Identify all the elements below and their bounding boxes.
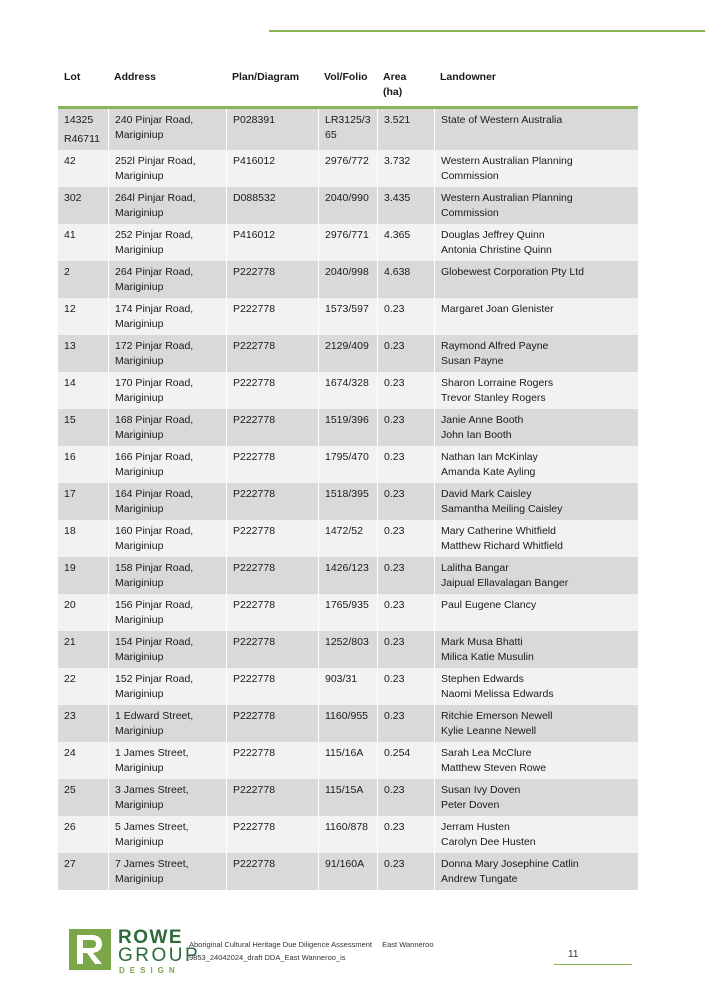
cell-volfolio: 2129/409 [318, 335, 377, 372]
cell-address [108, 631, 226, 668]
table-row [58, 557, 638, 594]
cell-address [108, 705, 226, 742]
cell-address [108, 335, 226, 372]
table-row [58, 631, 638, 668]
address-line: 252 Pinjar Road, [115, 229, 194, 241]
address-line: Mariginiup [115, 207, 164, 219]
cell-area: 0.23 [377, 335, 434, 372]
cell-plan: P222778 [226, 816, 318, 853]
cell-area: 3.521 [377, 109, 434, 150]
cell-area: 0.23 [377, 520, 434, 557]
cell-plan: P416012 [226, 150, 318, 187]
cell-address [108, 372, 226, 409]
address-line: 264 Pinjar Road, [115, 266, 194, 278]
lot-line: 2 [64, 266, 70, 278]
cell-volfolio: 1795/470 [318, 446, 377, 483]
lot-line: 14 [64, 377, 76, 389]
address-line: 240 Pinjar Road, [115, 114, 194, 126]
cell-volfolio: 2040/990 [318, 187, 377, 224]
address-line: Mariginiup [115, 614, 164, 626]
landowner-line: Matthew Steven Rowe [441, 762, 547, 774]
cell-address [108, 446, 226, 483]
cell-landowner [434, 298, 638, 335]
landowner-line: Jaipual Ellavalagan Banger [441, 577, 569, 589]
lot-line: 302 [64, 192, 82, 204]
lot-line: 25 [64, 784, 76, 796]
lot-line: 21 [64, 636, 76, 648]
table-row [58, 668, 638, 705]
cell-area: 0.23 [377, 853, 434, 890]
address-line: Mariginiup [115, 873, 164, 885]
cell-landowner [434, 224, 638, 261]
address-line: 1 James Street, [115, 747, 189, 759]
lot-line: 15 [64, 414, 76, 426]
col-header-area-unit: (ha) [383, 86, 403, 98]
cell-landowner [434, 261, 638, 298]
landowner-line: Western Australian Planning [441, 155, 573, 167]
landowner-line: Naomi Melissa Edwards [441, 688, 554, 700]
cell-area: 0.23 [377, 594, 434, 631]
cell-area: 3.732 [377, 150, 434, 187]
cell-area: 0.254 [377, 742, 434, 779]
landowner-line: Globewest Corporation Pty Ltd [441, 266, 584, 278]
table-row [58, 446, 638, 483]
landowner-line: Kylie Leanne Newell [441, 725, 537, 737]
address-line: Mariginiup [115, 466, 164, 478]
lot-line: 23 [64, 710, 76, 722]
cell-volfolio: 903/31 [318, 668, 377, 705]
table-row [58, 520, 638, 557]
cell-plan: P222778 [226, 298, 318, 335]
cell-volfolio: 1252/803 [318, 631, 377, 668]
address-line: Mariginiup [115, 799, 164, 811]
cell-lot [58, 816, 108, 853]
cell-plan: P222778 [226, 446, 318, 483]
landowner-line: Mark Musa Bhatti [441, 636, 523, 648]
lot-line: 41 [64, 229, 76, 241]
cell-volfolio: 1519/396 [318, 409, 377, 446]
cell-plan: P028391 [226, 109, 318, 150]
cell-volfolio: 1160/955 [318, 705, 377, 742]
lot-line: 12 [64, 303, 76, 315]
cell-lot [58, 705, 108, 742]
landowner-line: Paul Eugene Clancy [441, 599, 537, 611]
address-line: 264l Pinjar Road, [115, 192, 196, 204]
address-line: Mariginiup [115, 170, 164, 182]
landowner-line: Antonia Christine Quinn [441, 244, 552, 256]
table-row [58, 372, 638, 409]
landowner-line: Douglas Jeffrey Quinn [441, 229, 545, 241]
landowner-line: Matthew Richard Whitfield [441, 540, 563, 552]
table-body [58, 109, 638, 890]
cell-lot [58, 335, 108, 372]
address-line: 5 James Street, [115, 821, 189, 833]
cell-plan: P222778 [226, 372, 318, 409]
cell-lot [58, 631, 108, 668]
lot-line: R46711 [64, 133, 101, 145]
table-header-row [58, 62, 638, 109]
cell-plan: P222778 [226, 742, 318, 779]
cell-address [108, 298, 226, 335]
landowner-line: Mary Catherine Whitfield [441, 525, 556, 537]
landowner-line: Peter Doven [441, 799, 500, 811]
table-row [58, 150, 638, 187]
cell-volfolio: 2040/998 [318, 261, 377, 298]
landowner-line: Commission [441, 207, 499, 219]
table-row [58, 705, 638, 742]
landowner-line: Stephen Edwards [441, 673, 524, 685]
cell-lot [58, 483, 108, 520]
lot-line: 26 [64, 821, 76, 833]
landowner-line: Janie Anne Booth [441, 414, 524, 426]
footer-doc-ref: 9853_24042024_draft DDA_East Wanneroo_is [189, 953, 346, 962]
address-line: Mariginiup [115, 688, 164, 700]
landowner-line: Amanda Kate Ayling [441, 466, 536, 478]
lot-line: 17 [64, 488, 76, 500]
rowe-r-icon [69, 929, 111, 970]
address-line: 168 Pinjar Road, [115, 414, 194, 426]
cell-area: 0.23 [377, 409, 434, 446]
cell-volfolio: 1674/328 [318, 372, 377, 409]
address-line: 172 Pinjar Road, [115, 340, 194, 352]
cell-landowner [434, 631, 638, 668]
cell-landowner [434, 594, 638, 631]
lot-line: 22 [64, 673, 76, 685]
lot-line: 16 [64, 451, 76, 463]
landowner-line: Raymond Alfred Payne [441, 340, 549, 352]
lot-line: 18 [64, 525, 76, 537]
col-header-address: Address [108, 62, 226, 109]
cell-lot [58, 150, 108, 187]
cell-lot [58, 224, 108, 261]
col-header-area [377, 62, 434, 109]
address-line: Mariginiup [115, 836, 164, 848]
cell-plan: P222778 [226, 594, 318, 631]
cell-lot [58, 853, 108, 890]
cell-plan: P222778 [226, 520, 318, 557]
cell-area: 0.23 [377, 668, 434, 705]
brand-line-2: GROUP [118, 945, 201, 966]
cell-address [108, 742, 226, 779]
cell-volfolio: 1160/878 [318, 816, 377, 853]
table-row [58, 335, 638, 372]
cell-address [108, 520, 226, 557]
cell-area: 3.435 [377, 187, 434, 224]
address-line: 160 Pinjar Road, [115, 525, 194, 537]
cell-lot [58, 409, 108, 446]
cell-lot [58, 668, 108, 705]
landowner-line: Sarah Lea McClure [441, 747, 532, 759]
cell-address [108, 816, 226, 853]
address-line: 164 Pinjar Road, [115, 488, 194, 500]
cell-landowner [434, 372, 638, 409]
lot-line: 13 [64, 340, 76, 352]
cell-lot [58, 557, 108, 594]
landowner-line: Trevor Stanley Rogers [441, 392, 546, 404]
address-line: 3 James Street, [115, 784, 189, 796]
table-row [58, 298, 638, 335]
address-line: Mariginiup [115, 651, 164, 663]
cell-landowner [434, 446, 638, 483]
cell-area: 0.23 [377, 557, 434, 594]
address-line: 174 Pinjar Road, [115, 303, 194, 315]
address-line: 252l Pinjar Road, [115, 155, 196, 167]
landowner-line: Jerram Husten [441, 821, 510, 833]
table-row [58, 109, 638, 150]
lot-line: 42 [64, 155, 76, 167]
cell-address [108, 594, 226, 631]
cell-volfolio: 2976/771 [318, 224, 377, 261]
footer-text [189, 938, 434, 964]
cell-plan: P222778 [226, 261, 318, 298]
cell-lot [58, 372, 108, 409]
address-line: Mariginiup [115, 725, 164, 737]
col-header-plan: Plan/Diagram [226, 62, 318, 109]
cell-landowner [434, 557, 638, 594]
landowner-line: Carolyn Dee Husten [441, 836, 536, 848]
col-header-landowner: Landowner [434, 62, 638, 109]
address-line: 152 Pinjar Road, [115, 673, 194, 685]
cell-address [108, 557, 226, 594]
cell-volfolio: 1765/935 [318, 594, 377, 631]
cell-plan: P222778 [226, 631, 318, 668]
table-row [58, 409, 638, 446]
landowner-line: Nathan Ian McKinlay [441, 451, 538, 463]
landowner-line: Margaret Joan Glenister [441, 303, 554, 315]
cell-volfolio: 115/16A [318, 742, 377, 779]
cell-plan: D088532 [226, 187, 318, 224]
cell-address [108, 779, 226, 816]
address-line: 156 Pinjar Road, [115, 599, 194, 611]
cell-area: 0.23 [377, 816, 434, 853]
cell-address [108, 150, 226, 187]
cell-area: 0.23 [377, 779, 434, 816]
cell-address [108, 187, 226, 224]
col-header-volfolio: Vol/Folio [318, 62, 377, 109]
cell-landowner [434, 668, 638, 705]
lot-line: 14325 [64, 114, 94, 126]
cell-area: 0.23 [377, 483, 434, 520]
cell-address [108, 409, 226, 446]
cell-lot [58, 298, 108, 335]
page-number: 11 [568, 949, 579, 960]
cell-landowner [434, 483, 638, 520]
table-row [58, 779, 638, 816]
cell-address [108, 483, 226, 520]
landowner-line: Sharon Lorraine Rogers [441, 377, 554, 389]
cell-landowner [434, 335, 638, 372]
landowner-table [58, 62, 638, 890]
address-line: Mariginiup [115, 503, 164, 515]
cell-area: 0.23 [377, 372, 434, 409]
cell-volfolio: 1518/395 [318, 483, 377, 520]
cell-lot [58, 446, 108, 483]
cell-plan: P222778 [226, 335, 318, 372]
address-line: Mariginiup [115, 392, 164, 404]
cell-lot [58, 187, 108, 224]
col-header-area-label: Area [383, 71, 407, 83]
landowner-line: Susan Ivy Doven [441, 784, 521, 796]
address-line: 7 James Street, [115, 858, 189, 870]
address-line: Mariginiup [115, 129, 164, 141]
landowner-line: State of Western Australia [441, 114, 563, 126]
cell-plan: P222778 [226, 779, 318, 816]
table-row [58, 594, 638, 631]
cell-plan: P222778 [226, 668, 318, 705]
landowner-line: David Mark Caisley [441, 488, 532, 500]
cell-area: 4.365 [377, 224, 434, 261]
cell-plan: P222778 [226, 853, 318, 890]
cell-area: 0.23 [377, 631, 434, 668]
table-row [58, 261, 638, 298]
col-header-lot: Lot [58, 62, 108, 109]
address-line: Mariginiup [115, 540, 164, 552]
cell-plan: P416012 [226, 224, 318, 261]
cell-area: 4.638 [377, 261, 434, 298]
cell-address [108, 668, 226, 705]
lot-line: 27 [64, 858, 76, 870]
address-line: Mariginiup [115, 318, 164, 330]
cell-landowner [434, 779, 638, 816]
cell-landowner [434, 705, 638, 742]
address-line: Mariginiup [115, 429, 164, 441]
table-row [58, 483, 638, 520]
footer-location: East Wanneroo [382, 940, 434, 949]
cell-volfolio: 2976/772 [318, 150, 377, 187]
landowner-line: Commission [441, 170, 499, 182]
landowner-line: Samantha Meiling Caisley [441, 503, 563, 515]
cell-area: 0.23 [377, 705, 434, 742]
cell-landowner [434, 816, 638, 853]
cell-landowner [434, 520, 638, 557]
cell-area: 0.23 [377, 446, 434, 483]
table-row [58, 224, 638, 261]
cell-landowner [434, 742, 638, 779]
table-row [58, 816, 638, 853]
cell-lot [58, 594, 108, 631]
landowner-line: Ritchie Emerson Newell [441, 710, 553, 722]
brand-line-3: DESIGN [119, 966, 180, 975]
address-line: 1 Edward Street, [115, 710, 194, 722]
lot-line: 20 [64, 599, 76, 611]
rowe-r-icon-graphic [69, 929, 111, 970]
cell-landowner [434, 409, 638, 446]
cell-plan: P222778 [226, 409, 318, 446]
address-line: Mariginiup [115, 244, 164, 256]
cell-volfolio: 1573/597 [318, 298, 377, 335]
cell-address [108, 261, 226, 298]
landowner-line: Western Australian Planning [441, 192, 573, 204]
cell-lot [58, 109, 108, 150]
address-line: Mariginiup [115, 762, 164, 774]
address-line: 158 Pinjar Road, [115, 562, 194, 574]
landowner-line: Lalitha Bangar [441, 562, 509, 574]
landowner-line: John Ian Booth [441, 429, 512, 441]
cell-area: 0.23 [377, 298, 434, 335]
cell-address [108, 109, 226, 150]
cell-lot [58, 779, 108, 816]
table-row [58, 853, 638, 890]
address-line: 170 Pinjar Road, [115, 377, 194, 389]
landowner-line: Andrew Tungate [441, 873, 518, 885]
address-line: 166 Pinjar Road, [115, 451, 194, 463]
brand-wordmark [118, 928, 200, 977]
address-line: Mariginiup [115, 577, 164, 589]
address-line: Mariginiup [115, 281, 164, 293]
landowner-line: Milica Katie Musulin [441, 651, 534, 663]
table-row [58, 187, 638, 224]
cell-volfolio: 115/15A [318, 779, 377, 816]
lot-line: 19 [64, 562, 76, 574]
header-rule [269, 30, 705, 32]
cell-volfolio: 1472/52 [318, 520, 377, 557]
cell-plan: P222778 [226, 705, 318, 742]
cell-lot [58, 261, 108, 298]
cell-landowner [434, 853, 638, 890]
address-line: 154 Pinjar Road, [115, 636, 194, 648]
cell-lot [58, 742, 108, 779]
cell-volfolio: LR3125/365 [318, 109, 377, 150]
landowner-line: Susan Payne [441, 355, 504, 367]
cell-address [108, 224, 226, 261]
table-row [58, 742, 638, 779]
cell-address [108, 853, 226, 890]
cell-plan: P222778 [226, 483, 318, 520]
cell-plan: P222778 [226, 557, 318, 594]
landowner-line: Donna Mary Josephine Catlin [441, 858, 579, 870]
cell-volfolio: 91/160A [318, 853, 377, 890]
footer-doc-title: Aboriginal Cultural Heritage Due Diligence Assessment [189, 940, 373, 949]
cell-landowner [434, 109, 638, 150]
cell-landowner [434, 150, 638, 187]
cell-volfolio: 1426/123 [318, 557, 377, 594]
lot-line: 24 [64, 747, 76, 759]
brand-line-1: ROWE [118, 927, 184, 948]
cell-lot [58, 520, 108, 557]
address-line: Mariginiup [115, 355, 164, 367]
page-number-rule [554, 964, 632, 965]
cell-landowner [434, 187, 638, 224]
